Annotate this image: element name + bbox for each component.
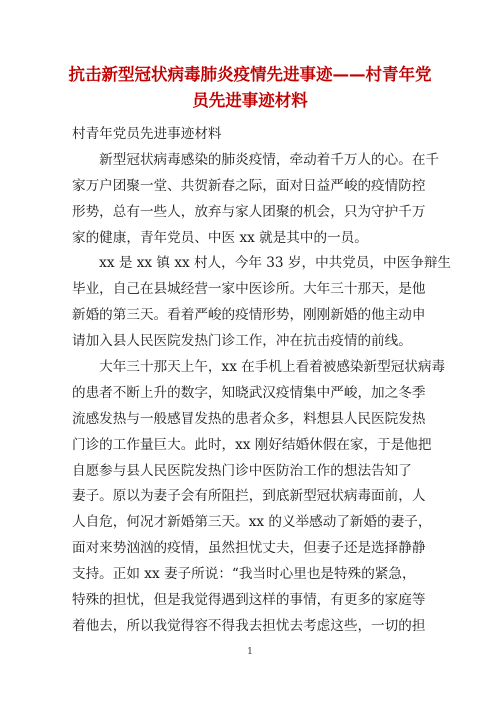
page-number: 1 <box>247 647 253 657</box>
paragraph-line: 人自危，何况才新婚第三天。xx 的义举感动了新婚的妻子， <box>72 514 432 531</box>
document-body <box>72 122 452 640</box>
paragraph-line: 新婚的第三天。看着严峻的疫情形势，刚刚新婚的他主动申 <box>72 307 426 324</box>
paragraph-line: 妻子。原以为妻子会有所阻拦，到底新型冠状病毒面前，人 <box>72 488 426 505</box>
paragraph-line: 家的健康，青年党员、中医 xx 就是其中的一员。 <box>72 229 368 246</box>
title-line-2: 员先进事迹材料 <box>192 91 308 110</box>
paragraph-line: 大年三十那天上午，xx 在手机上看着被感染新型冠状病毒 <box>72 359 446 376</box>
paragraph-line: 支持。正如 xx 妻子所说：“我当时心里也是特殊的紧急， <box>72 566 416 583</box>
title-line-1: 抗击新型冠状病毒肺炎疫情先进事迹——村青年党 <box>68 65 432 84</box>
document-title <box>60 62 440 114</box>
paragraph-line: 形势，总有一些人，放弃与家人团聚的机会，只为守护千万 <box>72 203 426 220</box>
paragraph-line: xx 是 xx 镇 xx 村人，今年 33 岁，中共党员，中医争辩生 <box>72 255 452 272</box>
paragraph-line: 请加入县人民医院发热门诊工作，冲在抗击疫情的前线。 <box>72 333 412 350</box>
paragraph-line: 新型冠状病毒感染的肺炎疫情，牵动着千万人的心。在千 <box>72 151 440 168</box>
paragraph-line: 门诊的工作量巨大。此时，xx 刚好结婚休假在家，于是他把 <box>72 436 432 453</box>
paragraph-line: 流感发热与一般感冒发热的患者众多，料想县人民医院发热 <box>72 410 426 427</box>
paragraph-line: 家万户团聚一堂、共贺新春之际，面对日益严峻的疫情防控 <box>72 177 426 194</box>
paragraph-line: 毕业，自己在县城经营一家中医诊所。大年三十那天，是他 <box>72 281 426 298</box>
paragraph-line: 特殊的担忧，但是我觉得遇到这样的事情，有更多的家庭等 <box>72 592 426 609</box>
subtitle-line: 村青年党员先进事迹材料 <box>72 126 222 142</box>
paragraph-line: 着他去，所以我觉得容不得我去担忧去考虑这些，一切的担 <box>72 617 426 634</box>
paragraph-line: 的患者不断上升的数字，知晓武汉疫情集中严峻，加之冬季 <box>72 384 426 401</box>
paragraph-line: 自愿参与县人民医院发热门诊中医防治工作的想法告知了 <box>72 462 412 479</box>
paragraph-line: 面对来势汹汹的疫情，虽然担忧丈夫，但妻子还是选择静静 <box>72 540 426 557</box>
